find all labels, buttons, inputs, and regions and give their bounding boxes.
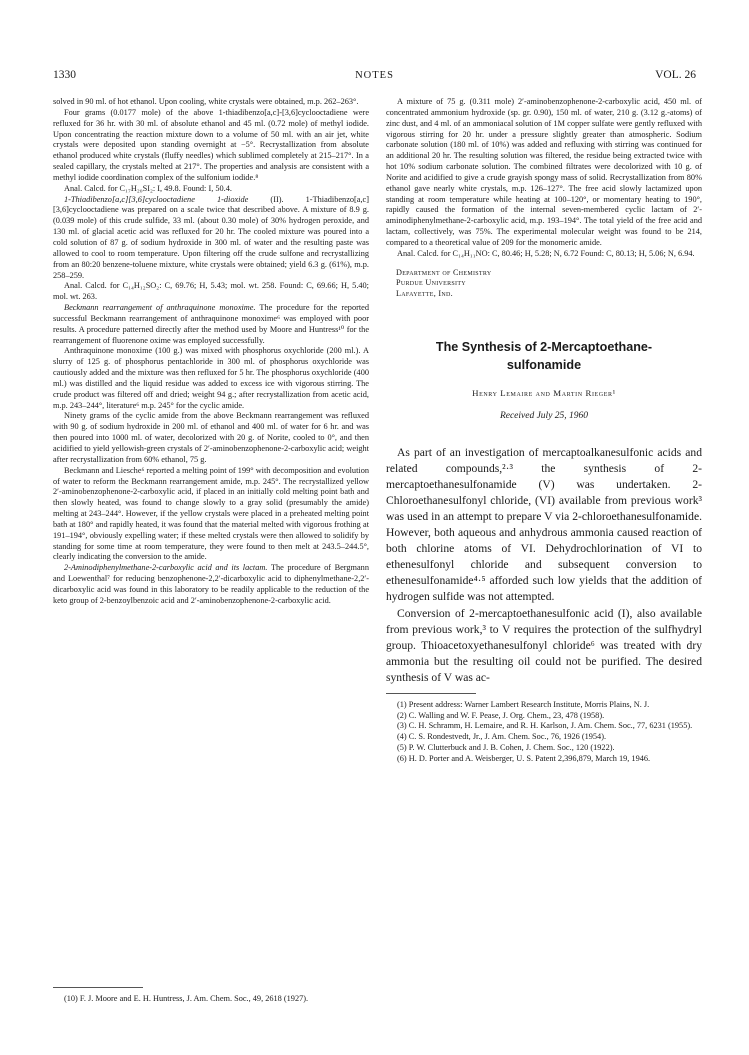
paragraph: solved in 90 ml. of hot ethanol. Upon cooling, white crystals were obtained, m.p. 262–263°. bbox=[53, 97, 359, 106]
footnote: (10) F. J. Moore and E. H. Huntress, J. Am. Chem. Soc., 49, 2618 (1927). bbox=[64, 994, 309, 1003]
paragraph: Anthraquinone monoxime (100 g.) was mixed with phosphorus oxychloride (200 ml.). A slurry of 125 g. of phosphorus pentachloride in 300 ml. of phosphorus oxychloride was cautiously added and the mixture was then refluxed for 5 hr. The phosphorus oxychloride (400 ml.) was distilled and the liquid residue was added to excess ice with vigorous stirring. The crude product was filtered off and dried; weight 94 g.; after recrystallization from acetic acid, m.p. 243–244°, literature⁶ m.p. 245° for the cyclic amide. bbox=[53, 346, 369, 410]
body-paragraph: As part of an investigation of mercaptoalkanesulfonic acids and related compounds,²·³ the synthesis of 2-mercaptoethanesulfonamide (V) was undertaken. 2-Chloroethanesulfonyl chloride, (VI) available from previous work³ was used in an attempt to prepare V via 2-chloroethanesulfonamide. However, both aqueous and anhydrous ammonia caused reaction of both chlorine atoms of VI. Dehydrochlorination of VI to ethenesulfonyl chloride and subsequent conversion to ethenesulfonamide⁴·⁵ afforded such low yields that the addition of hydrogen sulfide was not attempted. bbox=[386, 446, 702, 604]
running-header bbox=[53, 69, 696, 83]
subsection-heading: 2-Aminodiphenylmethane-2-carboxylic acid and its lactam. bbox=[64, 563, 268, 573]
analysis-line: Anal. Calcd. for C₁₇H₂₀SI₂: I, 49.8. Found: I, 50.4. bbox=[64, 183, 232, 193]
article-title bbox=[386, 338, 702, 374]
page-number: 1330 bbox=[53, 69, 76, 81]
affiliation-address bbox=[396, 268, 702, 300]
footnote: (6) H. D. Porter and A. Weisberger, U. S. Patent 2,396,879, March 19, 1946. bbox=[397, 753, 651, 763]
address-line: Lafayette, Ind. bbox=[396, 289, 454, 299]
footnote: (3) C. H. Schramm, H. Lemaire, and R. H. Karlson, J. Am. Chem. Soc., 77, 6231 (1955). bbox=[397, 721, 693, 731]
paragraph: Ninety grams of the cyclic amide from the above Beckmann rearrangement was refluxed with 90 g. of sodium hydroxide in 200 ml. of ethanol and 400 ml. of water for 6 hr. and was then poured into 1000 ml. of water, decolorized with 20 g. of Norite, cooled to 0°, and then acidified to yield yellowish-green crystals of 2′-aminobenzophenone-2-carboxylic acid; weight after recrystallization from 60% ethanol, 75 g. bbox=[53, 411, 369, 464]
analysis-line: Anal. Calcd. for C₁₄H₁₁NO: C, 80.46; H, 5.28; N, 6.72 Found: C, 80.13; H, 5.06; N, 6.94. bbox=[397, 248, 695, 258]
received-date: Received July 25, 1960 bbox=[499, 411, 589, 422]
title-line: The Synthesis of 2-Mercaptoethane- bbox=[435, 340, 653, 355]
footnote: (1) Present address: Warner Lambert Research Institute, Morris Plains, N. J. bbox=[397, 699, 650, 709]
body-paragraph: Conversion of 2-mercaptoethanesulfonic acid (I), also available from previous work,³ to V requires the protection of the sulfhydryl group. Thioacetoxyethanesulfonyl chloride⁶ was treated with dry ammonia but the resulting oil could not be purified. The desired synthesis of V was ac- bbox=[386, 606, 702, 684]
paragraph: Four grams (0.0177 mole) of the above 1-thiadibenzo[a,c]-[3,6]cyclooctadiene were refluxed for 36 hr. with 30 ml. of absolute ethanol and 45 ml. (0.72 mole) of methyl iodide. Upon concentrating the reaction mixture down to a volume of 50 ml. with an air jet, white crystals were deposited upon standing overnight at −5°. Recrystallization from absolute ethanol produced white crystals (fluffy needles) which sublimed completely at 215–217°. In a sealed capillary, the crystals melted at 217°. The properties and analysis are consistent with a methyl iodide coordination complex of the sulfonium iodide.⁸ bbox=[53, 107, 369, 182]
paragraph-text: The procedure of Bergmann and Loewenthal⁷ for reducing benzophenone-2,2′-dicarboxylic acid to diphenylmethane-2,2′-dicarboxylic acid was found in this laboratory to be readily applicable to the reduction of the keto group of 2-benzoylbenzoic acid and 2′-aminobenzophenone-2-carboxylic acid. bbox=[53, 563, 369, 605]
analysis-line: Anal. Calcd. for C₁₄H₁₂SO₂: C, 69.76; H, 5.43; mol. wt. 258. Found: C, 69.66; H, 5.40; mol. wt. 263. bbox=[53, 281, 369, 302]
paragraph bbox=[53, 195, 369, 282]
paragraph-text: The procedure for the reported successful Beckmann rearrangement of anthraquinone monoxime⁶ was employed with poor results. A procedure patterned directly after the method used by Moore and Huntress¹⁰ for the rearrangement of fluorenone oxime was employed successfully. bbox=[53, 303, 369, 345]
paragraph: A mixture of 75 g. (0.311 mole) 2′-aminobenzophenone-2-carboxylic acid, 450 ml. of concentrated ammonium hydroxide (sp. gr. 0.90), 150 ml. of water, 210 g. (3.12 g.-atoms) of zinc dust, and 4 ml. of an ammoniacal solution of 1M copper sulfate were gently refluxed with vigorous stirring for 20 hr. under a pressure slightly greater than atmospheric. Sodium carbonate solution (180 ml. of 10%) was added and refluxing with stirring was continued for an additional 20 hr. The resulting solution was filtered, the residue being extracted twice with hot 10% sodium carbonate solution. The combined filtrates were decolorized with 10 g. of Norite and acidified to give a crude grayish spongy mass of solid. Recrystallization from 80% ethanol gave nearly white crystals, m.p. 126–127°. The free acid slowly lactamized upon standing at room temperature while heating at 100–120°, or momentary heating to 190°, rapidly caused the formation of the internal seven-membered cyclic lactam of 2′-aminodiphenylmethane-2-carboxylic acid, m.p. 193–194°. The total yield of the free acid and lactam, collectively, was 75%. The experimental molecular weight was found to be 214, compared to a theoretical value of 209 for the monomeric amide. bbox=[386, 97, 702, 247]
address-line: Department of Chemistry bbox=[396, 267, 492, 277]
paragraph bbox=[53, 563, 369, 606]
footnote: (2) C. Walling and W. F. Pease, J. Org. Chem., 23, 478 (1958). bbox=[397, 710, 605, 720]
paragraph bbox=[53, 303, 369, 346]
paragraph: Beckmann and Liesche⁶ reported a melting point of 199° with decomposition and evolution of water to reform the Beckmann rearrangement amide, m.p. 245°. The recrystallized yellow 2′-aminobenzophenone-2-carboxylic acid, if placed in an initially cold melting point bath and then slowly heated, was found to change slowly to a gray solid (presumably the amide) melting at 243–244°. However, if the yellow crystals were placed in a preheated melting point bath at 180° and rapidly heated, it was found that the material melted with vigorous frothing at 191–194°, obviously expelling water; if these melted crystals were then allowed to solidify by standing for some time at room temperature, they were found to then melt at 243.5–244.5°, clearly indicating the conversion to the amide. bbox=[53, 465, 369, 562]
subsection-heading: Beckmann rearrangement of anthraquinone monoxime. bbox=[64, 303, 256, 313]
section-title: NOTES bbox=[355, 70, 394, 81]
paragraph-text: (II). 1-Thiadibenzo[a,c][3,6]cyclooctadiene was prepared on a scale twice that described above. A mixture of 8.9 g. (0.039 mole) of this crude sulfide, 33 ml. (about 0.30 mole) of 30% hydrogen peroxide, and 130 ml. of glacial acetic acid was refluxed for 20 hr. The cooled mixture was poured into a cold solution of 87 g. of sodium hydroxide in 300 ml. of water and the resulting paste was allowed to cool to room temperature. Upon filtering off the crude sulfone and recrystallizing from an 80:20 benzene-toluene mixture, white crystals were obtained; yield 6.3 g. (61%), m.p. 258–259. bbox=[53, 194, 369, 280]
article-authors: Henry Lemaire and Martin Rieger¹ bbox=[472, 388, 616, 399]
footnote: (4) C. S. Rondestvedt, Jr., J. Am. Chem. Soc., 76, 1926 (1954). bbox=[397, 732, 607, 742]
right-column bbox=[386, 97, 702, 765]
footnote: (5) P. W. Clutterbuck and J. B. Cohen, J. Chem. Soc., 120 (1922). bbox=[397, 743, 615, 753]
title-line: sulfonamide bbox=[506, 358, 582, 373]
address-line: Purdue University bbox=[396, 278, 466, 288]
subsection-heading: 1-Thiadibenzo[a,c][3,6]cyclooctadiene 1-dioxide bbox=[64, 194, 249, 204]
left-footnotes bbox=[53, 980, 369, 1005]
left-column bbox=[53, 97, 369, 607]
volume-label: VOL. 26 bbox=[655, 69, 696, 81]
footnote-divider bbox=[53, 987, 143, 988]
footnote-divider bbox=[386, 693, 476, 694]
